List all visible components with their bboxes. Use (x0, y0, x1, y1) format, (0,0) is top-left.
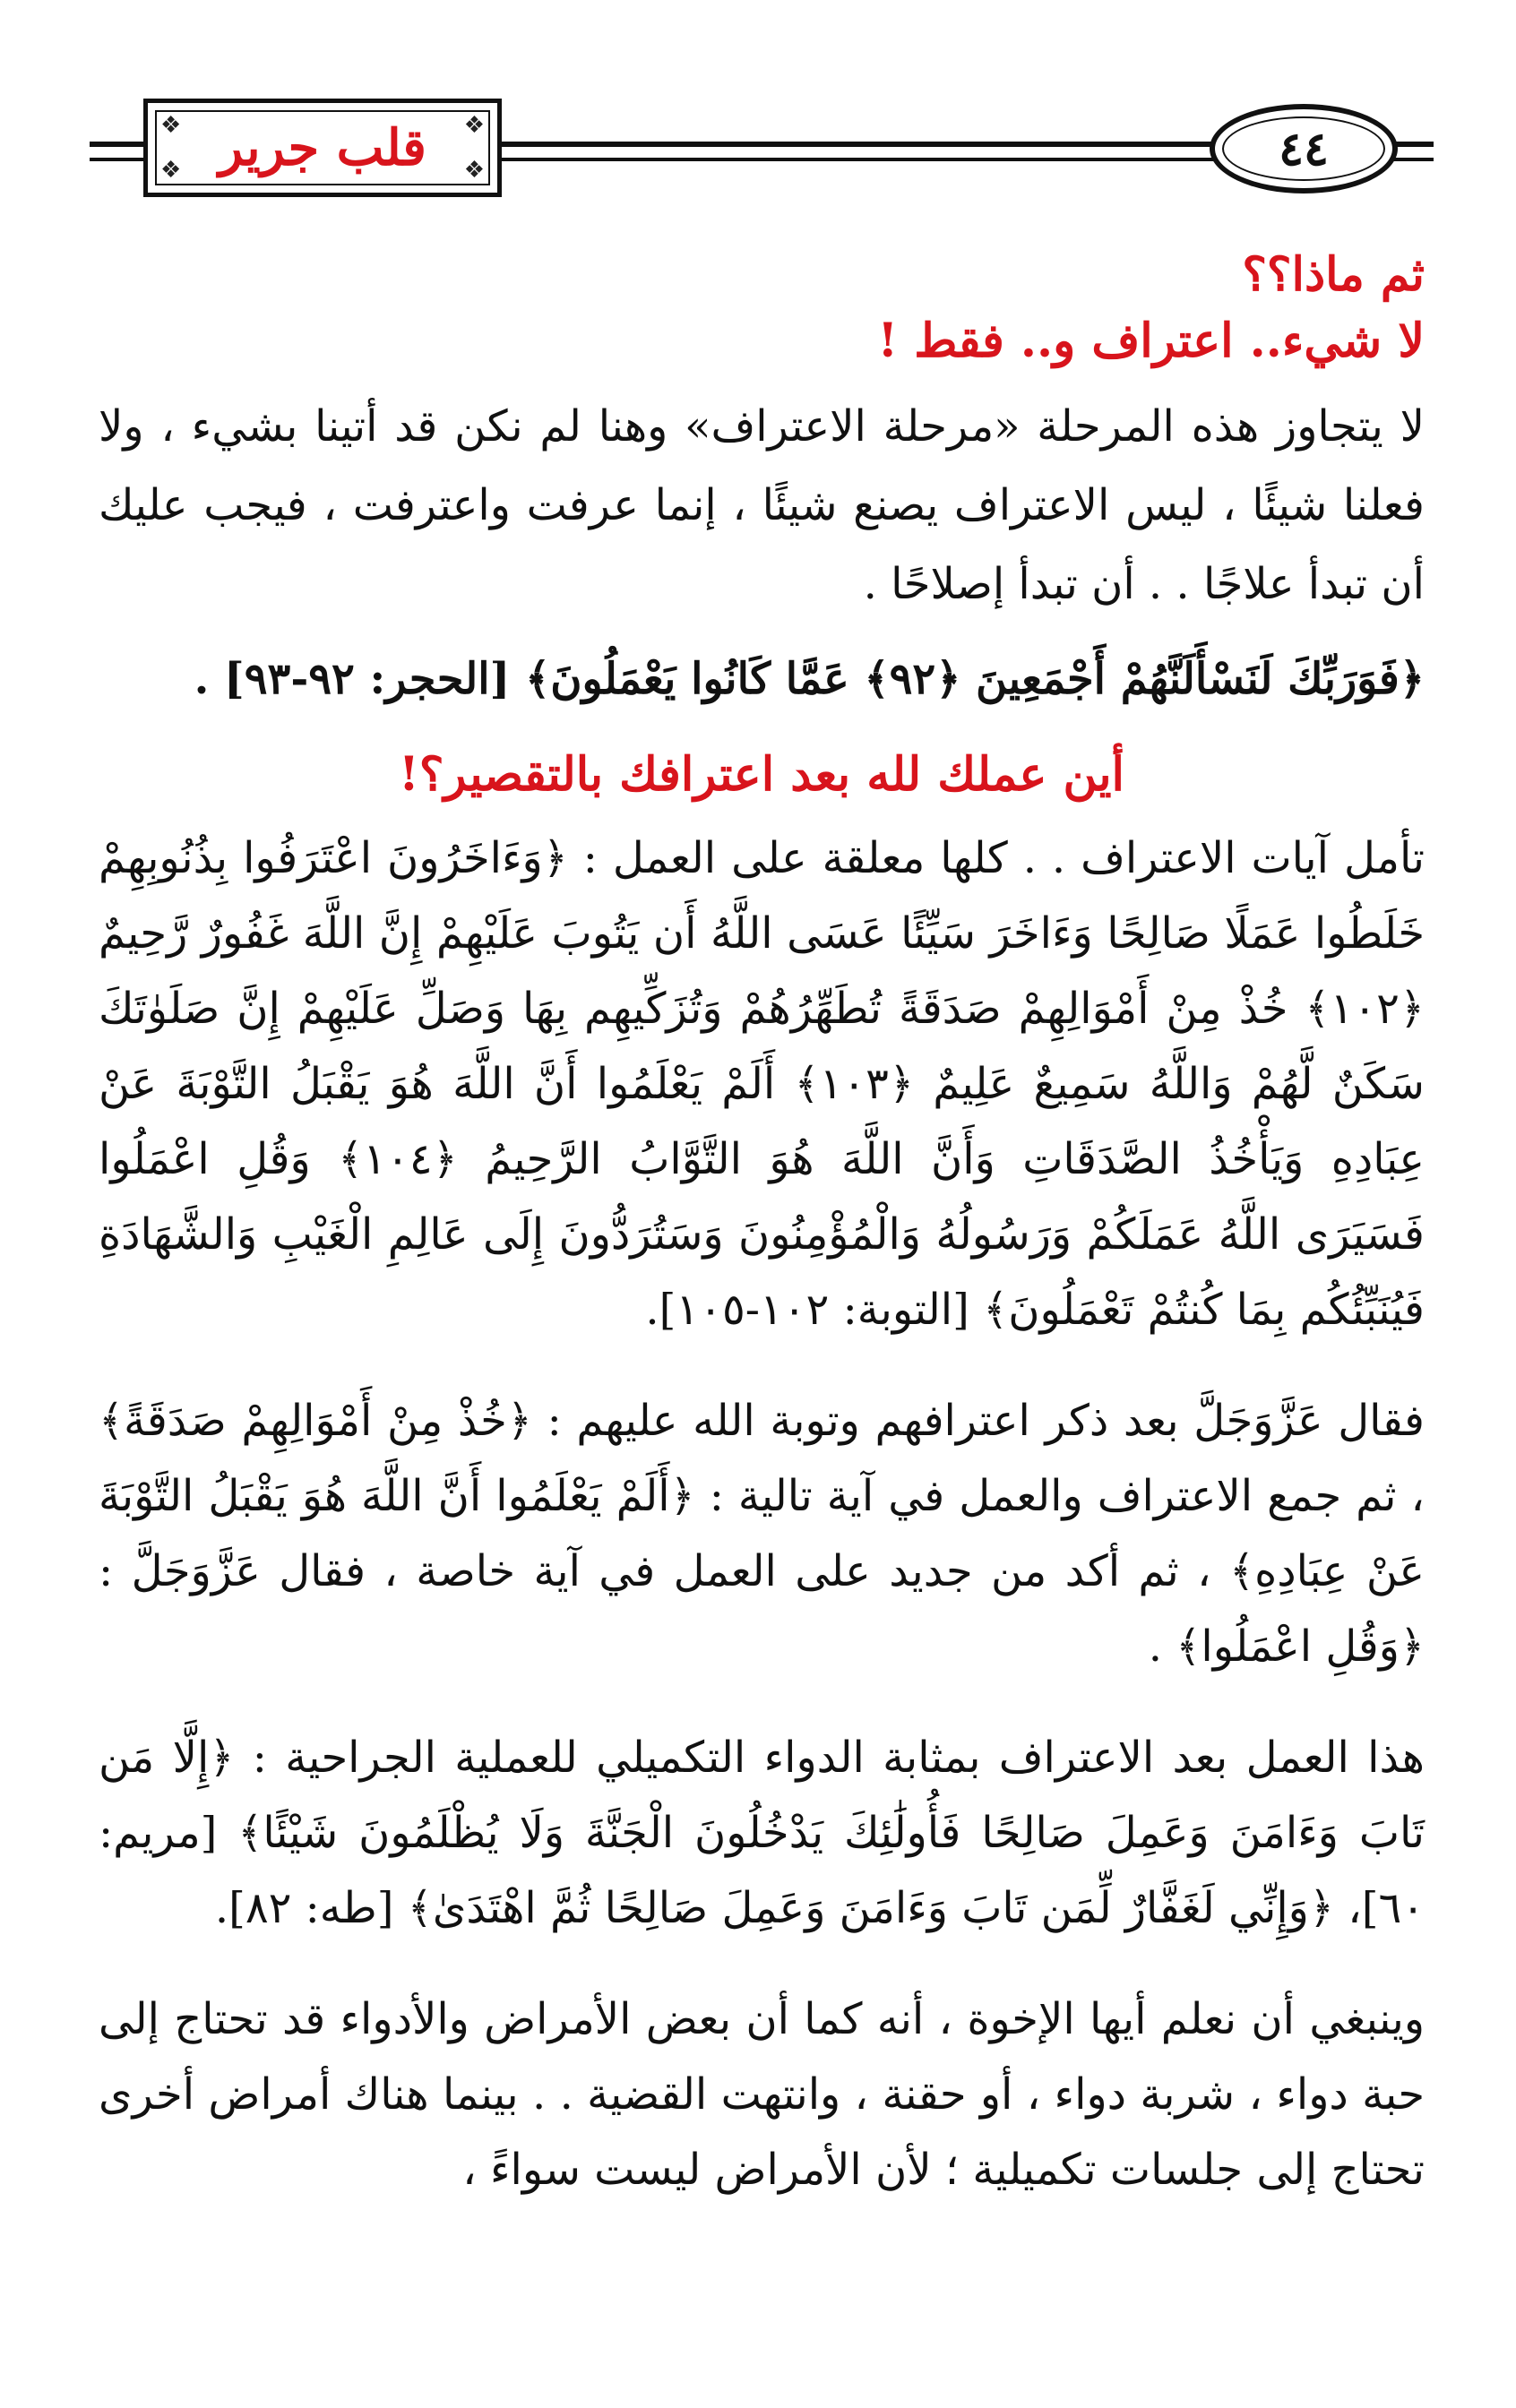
paragraph-2: تأمل آيات الاعتراف . . كلها معلقة على العمل : ﴿وَءَاخَرُونَ اعْتَرَفُوا بِذُنُوبِهِمْ خَلَطُوا عَمَلًا صَالِحًا وَءَاخَرَ سَيِّئًا عَسَى اللَّهُ أَن يَتُوبَ عَلَيْهِمْ إِنَّ اللَّهَ غَفُورٌ رَّحِيمٌ ﴿١٠٢﴾ خُذْ مِنْ أَمْوَالِهِمْ صَدَقَةً تُطَهِّرُهُمْ وَتُزَكِّيهِم بِهَا وَصَلِّ عَلَيْهِمْ إِنَّ صَلَوٰتَكَ سَكَنٌ لَّهُمْ وَاللَّهُ سَمِيعٌ عَلِيمٌ ﴿١٠٣﴾ أَلَمْ يَعْلَمُوا أَنَّ اللَّهَ هُوَ يَقْبَلُ التَّوْبَةَ عَنْ عِبَادِهِ وَيَأْخُذُ الصَّدَقَاتِ وَأَنَّ اللَّهَ هُوَ التَّوَّابُ الرَّحِيمُ ﴿١٠٤﴾ وَقُلِ اعْمَلُوا فَسَيَرَى اللَّهُ عَمَلَكُمْ وَرَسُولُهُ وَالْمُؤْمِنُونَ وَسَتُرَدُّونَ إِلَى عَالِمِ الْغَيْبِ وَالشَّهَادَةِ فَيُنَبِّئُكُم بِمَا كُنتُمْ تَعْمَلُونَ﴾ [التوبة: ١٠٢-١٠٥]. (99, 833, 1425, 1335)
page-header (90, 90, 1434, 215)
page-number-oval (1210, 104, 1398, 194)
paragraph-5: وينبغي أن نعلم أيها الإخوة ، أنه كما أن بعض الأمراض والأدواء قد تحتاج إلى حبة دواء ، شربة دواء ، أو حقنة ، وانتهت القضية . . بينما هناك أمراض أخرى تحتاج إلى جلسات تكميلية ؛ لأن الأمراض ليست سواءً ، (99, 1994, 1425, 2195)
section-heading: أين عملك لله بعد اعترافك بالتقصير؟! (399, 747, 1124, 802)
heading-question: ثم ماذا؟؟ (1242, 247, 1425, 302)
running-title: قلب جرير (219, 118, 426, 177)
paragraph-4: هذا العمل بعد الاعتراف بمثابة الدواء التكميلي للعملية الجراحية : ﴿إِلَّا مَن تَابَ وَءَامَنَ وَعَمِلَ صَالِحًا فَأُولَٰئِكَ يَدْخُلُونَ الْجَنَّةَ وَلَا يُظْلَمُونَ شَيْئًا﴾ [مريم: ٦٠]، ﴿وَإِنِّي لَغَفَّارٌ لِّمَن تَابَ وَءَامَنَ وَعَمِلَ صَالِحًا ثُمَّ اهْتَدَىٰ﴾ [طه: ٨٢]. (99, 1733, 1426, 1933)
running-title-frame (143, 99, 502, 197)
spacer (99, 1684, 1425, 1707)
page-number: ٤٤ (1279, 121, 1329, 176)
ornament-icon: ❖ (463, 112, 485, 139)
ornament-icon: ❖ (463, 157, 485, 184)
heading-answer: لا شيء.. اعتراف و.. فقط ! (877, 314, 1425, 368)
paragraph-1: لا يتجاوز هذه المرحلة «مرحلة الاعتراف» وهنا لم نكن قد أتينا بشيء ، ولا فعلنا شيئًا ، ليس الاعتراف يصنع شيئًا ، إنما عرفت واعترفت ، فيجب عليك أن تبدأ علاجًا . . أن تبدأ إصلاحًا . (99, 401, 1426, 609)
spacer (99, 1347, 1425, 1371)
ornament-icon: ❖ (160, 112, 182, 139)
ornament-icon: ❖ (160, 157, 182, 184)
spacer (99, 1946, 1425, 1969)
paragraph-3: فقال عَزَّوَجَلَّ بعد ذكر اعترافهم وتوبة الله عليهم : ﴿خُذْ مِنْ أَمْوَالِهِمْ صَدَقَةً﴾ ، ثم جمع الاعتراف والعمل في آية تالية : ﴿أَلَمْ يَعْلَمُوا أَنَّ اللَّهَ هُوَ يَقْبَلُ التَّوْبَةَ عَنْ عِبَادِهِ﴾ ، ثم أكد من جديد على العمل في آية خاصة ، فقال عَزَّوَجَلَّ : ﴿وَقُلِ اعْمَلُوا﴾ . (99, 1396, 1425, 1672)
page-body (99, 242, 1425, 2207)
quran-verse-hijr: ﴿فَوَرَبِّكَ لَنَسْأَلَنَّهُمْ أَجْمَعِينَ ﴿٩٢﴾ عَمَّا كَانُوا يَعْمَلُونَ﴾ [الحجر: ٩٢-٩٣] . (194, 654, 1425, 704)
